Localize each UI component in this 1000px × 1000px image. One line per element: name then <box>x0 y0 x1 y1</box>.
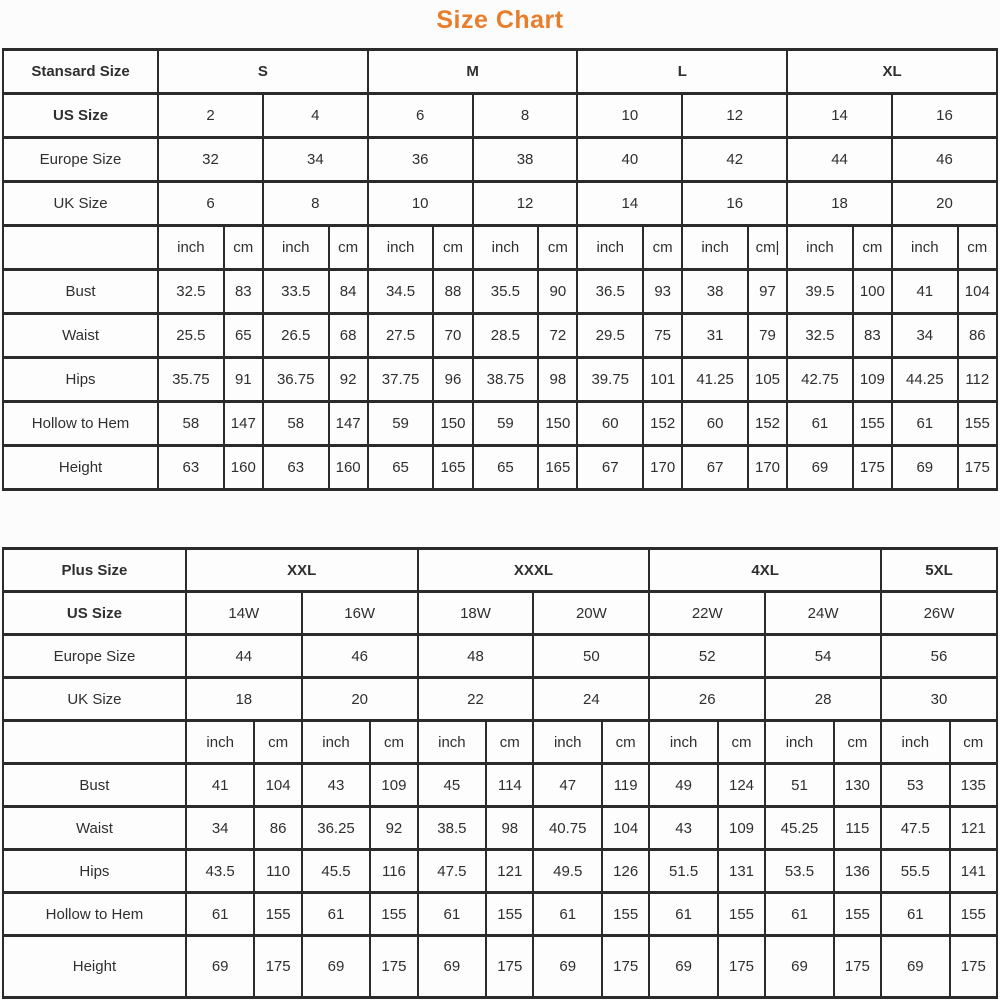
value-cell: 101 <box>643 358 682 402</box>
value-cell: 58 <box>158 402 224 446</box>
value-cell: 98 <box>538 358 577 402</box>
value-cell: 49.5 <box>533 850 602 893</box>
value-cell: 79 <box>748 314 787 358</box>
value-cell: 115 <box>834 807 881 850</box>
value-cell: 69 <box>186 936 255 998</box>
plus-size-table <box>2 547 998 999</box>
row-label: Stansard Size <box>3 50 158 94</box>
value-cell: 109 <box>853 358 892 402</box>
value-cell: 104 <box>958 270 997 314</box>
value-cell: 20 <box>302 678 418 721</box>
value-cell: inch <box>682 226 748 270</box>
value-cell: 60 <box>577 402 643 446</box>
value-cell: 65 <box>224 314 263 358</box>
value-cell: 61 <box>787 402 853 446</box>
value-cell: cm <box>486 721 533 764</box>
value-cell: 61 <box>649 893 718 936</box>
value-cell: 33.5 <box>263 270 329 314</box>
value-cell: cm <box>254 721 301 764</box>
value-cell: 61 <box>765 893 834 936</box>
value-cell: 70 <box>433 314 472 358</box>
value-cell: 18 <box>787 182 892 226</box>
value-cell: 86 <box>254 807 301 850</box>
value-cell: 48 <box>418 635 534 678</box>
row-label: Hollow to Hem <box>3 402 158 446</box>
value-cell: 88 <box>433 270 472 314</box>
value-cell: 160 <box>224 446 263 490</box>
table-row <box>3 721 997 764</box>
value-cell: cm <box>834 721 881 764</box>
value-cell: 69 <box>892 446 958 490</box>
row-label: Hips <box>3 358 158 402</box>
row-label: UK Size <box>3 182 158 226</box>
table-row <box>3 446 997 490</box>
table-row <box>3 936 997 998</box>
value-cell: 155 <box>370 893 417 936</box>
value-cell: 61 <box>533 893 602 936</box>
value-cell: 175 <box>602 936 649 998</box>
value-cell: 42.75 <box>787 358 853 402</box>
value-cell: 14W <box>186 592 302 635</box>
value-cell: 53 <box>881 764 950 807</box>
value-cell: 72 <box>538 314 577 358</box>
value-cell: 39.5 <box>787 270 853 314</box>
value-cell: 41 <box>892 270 958 314</box>
value-cell: 24 <box>533 678 649 721</box>
value-cell: cm <box>370 721 417 764</box>
value-cell: 58 <box>263 402 329 446</box>
value-cell: 130 <box>834 764 881 807</box>
value-cell: 152 <box>643 402 682 446</box>
value-cell: 43.5 <box>186 850 255 893</box>
value-cell: XXXL <box>418 549 650 592</box>
value-cell: 2 <box>158 94 263 138</box>
row-label: Height <box>3 446 158 490</box>
value-cell: 49 <box>649 764 718 807</box>
value-cell: 36 <box>368 138 473 182</box>
value-cell: 135 <box>950 764 997 807</box>
value-cell: 63 <box>263 446 329 490</box>
value-cell: 93 <box>643 270 682 314</box>
table-row <box>3 592 997 635</box>
value-cell: 67 <box>682 446 748 490</box>
table-row <box>3 50 997 94</box>
value-cell: 136 <box>834 850 881 893</box>
value-cell: 116 <box>370 850 417 893</box>
value-cell: 47.5 <box>418 850 487 893</box>
value-cell: 147 <box>329 402 368 446</box>
value-cell: 10 <box>577 94 682 138</box>
value-cell: 126 <box>602 850 649 893</box>
value-cell: 155 <box>254 893 301 936</box>
value-cell: 34.5 <box>368 270 434 314</box>
value-cell: 69 <box>302 936 371 998</box>
value-cell: 114 <box>486 764 533 807</box>
value-cell: XXL <box>186 549 418 592</box>
value-cell: 69 <box>787 446 853 490</box>
value-cell: 16W <box>302 592 418 635</box>
value-cell: 14 <box>577 182 682 226</box>
value-cell: cm <box>433 226 472 270</box>
row-label: Waist <box>3 807 186 850</box>
value-cell: 44 <box>186 635 302 678</box>
value-cell: 40 <box>577 138 682 182</box>
value-cell: 96 <box>433 358 472 402</box>
value-cell: 43 <box>302 764 371 807</box>
value-cell: cm <box>643 226 682 270</box>
value-cell: 175 <box>718 936 765 998</box>
table-gap <box>0 491 1000 547</box>
value-cell: 69 <box>418 936 487 998</box>
value-cell: inch <box>473 226 539 270</box>
value-cell: 92 <box>370 807 417 850</box>
row-label: US Size <box>3 592 186 635</box>
value-cell: 42 <box>682 138 787 182</box>
table-row <box>3 635 997 678</box>
value-cell: 61 <box>186 893 255 936</box>
value-cell: 155 <box>602 893 649 936</box>
size-chart-page <box>0 4 1000 999</box>
value-cell: 38 <box>473 138 578 182</box>
value-cell: 61 <box>418 893 487 936</box>
value-cell: 29.5 <box>577 314 643 358</box>
value-cell: cm <box>224 226 263 270</box>
value-cell: 54 <box>765 635 881 678</box>
value-cell: 109 <box>718 807 765 850</box>
table-row <box>3 850 997 893</box>
value-cell: 26 <box>649 678 765 721</box>
value-cell: 112 <box>958 358 997 402</box>
value-cell: 25.5 <box>158 314 224 358</box>
value-cell: 170 <box>748 446 787 490</box>
value-cell: 46 <box>892 138 997 182</box>
table-row <box>3 226 997 270</box>
value-cell: 41.25 <box>682 358 748 402</box>
table-row <box>3 893 997 936</box>
value-cell: 8 <box>473 94 578 138</box>
table-row <box>3 138 997 182</box>
value-cell: cm <box>329 226 368 270</box>
value-cell: M <box>368 50 578 94</box>
value-cell: 155 <box>718 893 765 936</box>
value-cell: 41 <box>186 764 255 807</box>
value-cell: 124 <box>718 764 765 807</box>
value-cell: 152 <box>748 402 787 446</box>
value-cell: 165 <box>538 446 577 490</box>
value-cell: 175 <box>486 936 533 998</box>
value-cell: inch <box>892 226 958 270</box>
value-cell: 110 <box>254 850 301 893</box>
value-cell: 38.5 <box>418 807 487 850</box>
value-cell: 38 <box>682 270 748 314</box>
value-cell: 175 <box>958 446 997 490</box>
page-title: Size Chart <box>436 6 564 34</box>
value-cell: 60 <box>682 402 748 446</box>
value-cell: 39.75 <box>577 358 643 402</box>
value-cell: 105 <box>748 358 787 402</box>
row-label: Hollow to Hem <box>3 893 186 936</box>
value-cell: 131 <box>718 850 765 893</box>
value-cell: 155 <box>486 893 533 936</box>
table-row <box>3 764 997 807</box>
value-cell: cm <box>718 721 765 764</box>
value-cell: 27.5 <box>368 314 434 358</box>
value-cell: 31 <box>682 314 748 358</box>
value-cell: 155 <box>950 893 997 936</box>
value-cell: 12 <box>682 94 787 138</box>
value-cell: 38.75 <box>473 358 539 402</box>
value-cell: 69 <box>649 936 718 998</box>
value-cell: 59 <box>473 402 539 446</box>
value-cell: inch <box>302 721 371 764</box>
row-label: Europe Size <box>3 635 186 678</box>
value-cell: 92 <box>329 358 368 402</box>
value-cell: 121 <box>950 807 997 850</box>
value-cell: cm <box>853 226 892 270</box>
row-label: Hips <box>3 850 186 893</box>
value-cell: 175 <box>853 446 892 490</box>
row-label: UK Size <box>3 678 186 721</box>
value-cell: 37.75 <box>368 358 434 402</box>
value-cell: 22W <box>649 592 765 635</box>
value-cell: 69 <box>765 936 834 998</box>
row-label: Bust <box>3 764 186 807</box>
value-cell: 51 <box>765 764 834 807</box>
value-cell: 36.75 <box>263 358 329 402</box>
value-cell: cm| <box>748 226 787 270</box>
value-cell: 4XL <box>649 549 881 592</box>
value-cell: inch <box>533 721 602 764</box>
value-cell: inch <box>158 226 224 270</box>
value-cell: 18W <box>418 592 534 635</box>
table-row <box>3 402 997 446</box>
value-cell: 16 <box>892 94 997 138</box>
value-cell: inch <box>881 721 950 764</box>
value-cell: 175 <box>950 936 997 998</box>
value-cell: 18 <box>186 678 302 721</box>
value-cell: 26.5 <box>263 314 329 358</box>
value-cell: 119 <box>602 764 649 807</box>
value-cell: 50 <box>533 635 649 678</box>
value-cell: 43 <box>649 807 718 850</box>
value-cell: 63 <box>158 446 224 490</box>
value-cell: 45 <box>418 764 487 807</box>
value-cell: 44.25 <box>892 358 958 402</box>
value-cell: 61 <box>881 893 950 936</box>
value-cell: 165 <box>433 446 472 490</box>
table-row <box>3 270 997 314</box>
value-cell: 6 <box>368 94 473 138</box>
value-cell: 16 <box>682 182 787 226</box>
value-cell: 34 <box>892 314 958 358</box>
value-cell: 104 <box>602 807 649 850</box>
value-cell: 34 <box>186 807 255 850</box>
row-label: US Size <box>3 94 158 138</box>
value-cell: 35.75 <box>158 358 224 402</box>
value-cell: 34 <box>263 138 368 182</box>
value-cell: inch <box>787 226 853 270</box>
table-row <box>3 358 997 402</box>
value-cell: 56 <box>881 635 997 678</box>
value-cell: cm <box>602 721 649 764</box>
value-cell: inch <box>649 721 718 764</box>
table-row <box>3 549 997 592</box>
value-cell: 86 <box>958 314 997 358</box>
value-cell: 175 <box>834 936 881 998</box>
value-cell: 83 <box>224 270 263 314</box>
value-cell: 26W <box>881 592 997 635</box>
value-cell: 36.25 <box>302 807 371 850</box>
table-row <box>3 807 997 850</box>
value-cell: cm <box>950 721 997 764</box>
value-cell: 35.5 <box>473 270 539 314</box>
row-label: Height <box>3 936 186 998</box>
value-cell: 150 <box>433 402 472 446</box>
value-cell: 68 <box>329 314 368 358</box>
value-cell: 155 <box>853 402 892 446</box>
value-cell: cm <box>958 226 997 270</box>
value-cell: 20W <box>533 592 649 635</box>
value-cell: 121 <box>486 850 533 893</box>
value-cell: 175 <box>370 936 417 998</box>
standard-size-table <box>2 48 998 491</box>
value-cell: 65 <box>368 446 434 490</box>
value-cell: 46 <box>302 635 418 678</box>
value-cell: 150 <box>538 402 577 446</box>
value-cell: 84 <box>329 270 368 314</box>
value-cell: 28 <box>765 678 881 721</box>
value-cell: 109 <box>370 764 417 807</box>
value-cell: 61 <box>892 402 958 446</box>
table-row <box>3 314 997 358</box>
value-cell: inch <box>418 721 487 764</box>
value-cell: cm <box>538 226 577 270</box>
value-cell: 12 <box>473 182 578 226</box>
value-cell: 8 <box>263 182 368 226</box>
value-cell: 91 <box>224 358 263 402</box>
value-cell: 36.5 <box>577 270 643 314</box>
value-cell: 5XL <box>881 549 997 592</box>
row-label: Bust <box>3 270 158 314</box>
value-cell: XL <box>787 50 997 94</box>
value-cell: 75 <box>643 314 682 358</box>
table-row <box>3 678 997 721</box>
value-cell: inch <box>368 226 434 270</box>
value-cell: 14 <box>787 94 892 138</box>
value-cell: 55.5 <box>881 850 950 893</box>
value-cell: 97 <box>748 270 787 314</box>
value-cell: 6 <box>158 182 263 226</box>
value-cell: 98 <box>486 807 533 850</box>
value-cell: 44 <box>787 138 892 182</box>
row-label <box>3 721 186 764</box>
table-row <box>3 94 997 138</box>
value-cell: 69 <box>533 936 602 998</box>
value-cell: 32.5 <box>158 270 224 314</box>
value-cell: L <box>577 50 787 94</box>
value-cell: 32.5 <box>787 314 853 358</box>
value-cell: 69 <box>881 936 950 998</box>
value-cell: 32 <box>158 138 263 182</box>
value-cell: 170 <box>643 446 682 490</box>
value-cell: 40.75 <box>533 807 602 850</box>
value-cell: 22 <box>418 678 534 721</box>
value-cell: 147 <box>224 402 263 446</box>
value-cell: 141 <box>950 850 997 893</box>
value-cell: 155 <box>834 893 881 936</box>
value-cell: 24W <box>765 592 881 635</box>
row-label: Waist <box>3 314 158 358</box>
value-cell: 100 <box>853 270 892 314</box>
value-cell: 61 <box>302 893 371 936</box>
value-cell: 52 <box>649 635 765 678</box>
value-cell: 10 <box>368 182 473 226</box>
value-cell: 59 <box>368 402 434 446</box>
value-cell: S <box>158 50 368 94</box>
row-label: Europe Size <box>3 138 158 182</box>
value-cell: inch <box>765 721 834 764</box>
value-cell: 160 <box>329 446 368 490</box>
value-cell: 83 <box>853 314 892 358</box>
value-cell: 45.25 <box>765 807 834 850</box>
value-cell: 104 <box>254 764 301 807</box>
value-cell: 155 <box>958 402 997 446</box>
value-cell: 4 <box>263 94 368 138</box>
value-cell: 30 <box>881 678 997 721</box>
value-cell: 65 <box>473 446 539 490</box>
value-cell: inch <box>577 226 643 270</box>
value-cell: 90 <box>538 270 577 314</box>
value-cell: inch <box>263 226 329 270</box>
value-cell: 47.5 <box>881 807 950 850</box>
value-cell: 28.5 <box>473 314 539 358</box>
value-cell: 67 <box>577 446 643 490</box>
row-label: Plus Size <box>3 549 186 592</box>
table-row <box>3 182 997 226</box>
row-label <box>3 226 158 270</box>
value-cell: inch <box>186 721 255 764</box>
value-cell: 53.5 <box>765 850 834 893</box>
value-cell: 175 <box>254 936 301 998</box>
value-cell: 47 <box>533 764 602 807</box>
value-cell: 51.5 <box>649 850 718 893</box>
value-cell: 45.5 <box>302 850 371 893</box>
value-cell: 20 <box>892 182 997 226</box>
